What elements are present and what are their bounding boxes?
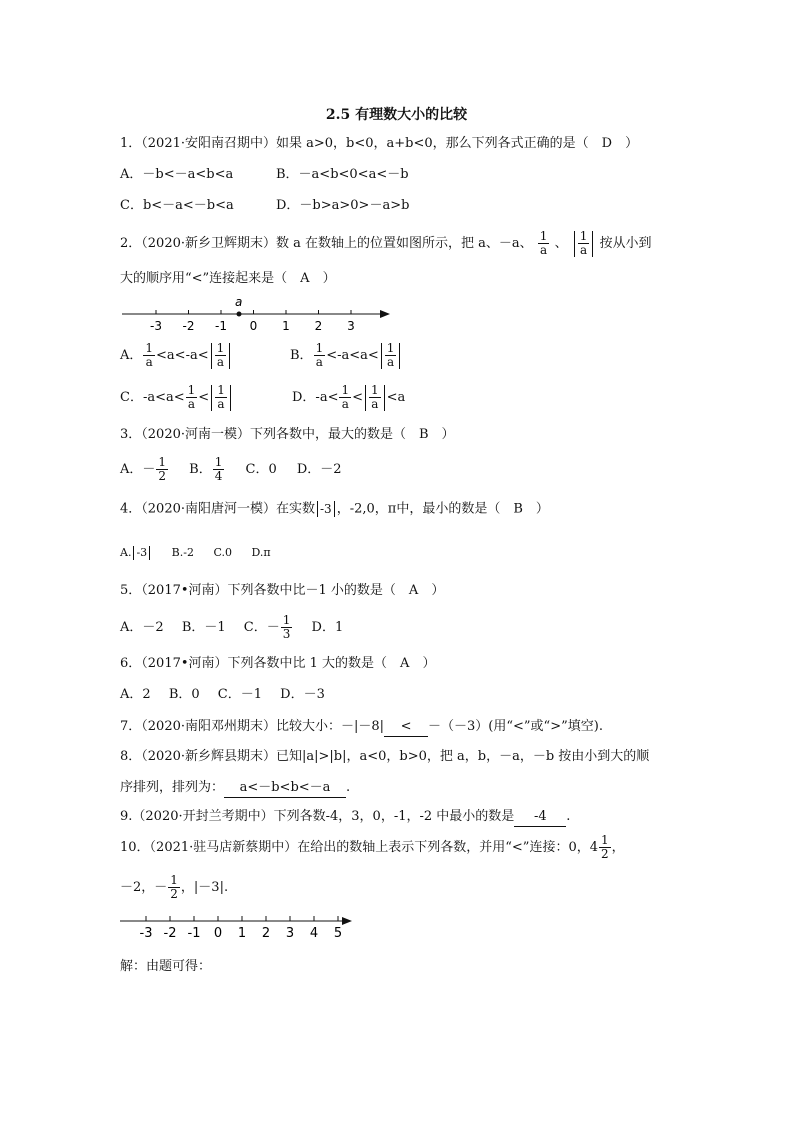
abs-one-over-a: [363, 384, 387, 411]
tick-label: 2: [314, 319, 323, 333]
fraction-numerator: 1: [315, 341, 324, 355]
option-a-label: A.: [120, 546, 132, 559]
option-a-label: A．－: [120, 462, 156, 477]
fraction-denominator: a: [315, 355, 323, 369]
arrow-icon: [380, 310, 390, 318]
option-text: D．-a<: [292, 390, 339, 405]
question-8-line1: 8．（2020·新乡辉县期末）已知|a|>|b|，a<0，b>0，把 a，b，－a，－b 按由小到大的顺: [120, 749, 650, 764]
option-text: <: [352, 390, 364, 405]
question-1-option-b: B．－a<b<0<a<－b: [276, 167, 409, 182]
option-b-label: B．: [189, 462, 212, 477]
option-d: D．1: [311, 620, 344, 635]
question-7: [120, 718, 603, 737]
one-over-a-fraction: [143, 342, 155, 369]
point-a-label: a: [235, 295, 243, 309]
one-over-a-fraction: [314, 342, 326, 369]
abs-one-over-a: [209, 342, 233, 369]
option-c: C.0: [213, 546, 232, 559]
question-9: [120, 808, 570, 827]
fraction-numerator: 1: [187, 383, 196, 397]
question-9-answer: -4: [514, 808, 566, 827]
question-2-option-a: [120, 342, 232, 370]
fraction-numerator: 1: [371, 383, 379, 397]
option-label: B．: [290, 348, 313, 363]
question-2-option-c: [120, 384, 233, 412]
abs-one-over-a: [572, 230, 596, 257]
question-1-option-a: A．－b<－a<b<a: [120, 167, 234, 182]
tick-label: 0: [249, 319, 258, 333]
tick-label: 2: [261, 926, 271, 941]
fraction-numerator: 1: [282, 613, 291, 627]
question-8-line2-post: .: [346, 780, 351, 795]
fraction-numerator: 1: [170, 873, 178, 887]
tick-label: -2: [163, 926, 177, 941]
option-a-fraction: [156, 456, 168, 483]
tick-label: -3: [139, 926, 153, 941]
question-10-line2-post: ，|－3|.: [180, 880, 229, 895]
fraction-denominator: a: [187, 397, 196, 411]
tick-label: 3: [347, 319, 355, 333]
option-text: <-a<a<: [326, 348, 379, 363]
fraction-numerator: 1: [217, 383, 225, 397]
fraction-denominator: 2: [170, 887, 178, 901]
option-d: D．－2: [296, 462, 342, 477]
option-c-label: C．－: [243, 620, 280, 635]
tick-label: 0: [213, 926, 223, 941]
tick-label: 4: [309, 926, 319, 941]
fraction-denominator: a: [540, 243, 548, 257]
question-3-stem: 3．（2020·河南一模）下列各数中，最大的数是（ B ）: [120, 427, 455, 442]
question-8-line2-pre: 序排列，排列为：: [120, 780, 225, 795]
question-9-stem-pre: 9.（2020·开封兰考期中）下列各数-4，3，0，-1，-2 中最小的数是: [120, 809, 515, 824]
question-10-stem-pre: 10．（2021·驻马店新蔡期中）在给出的数轴上表示下列各数，并用“<”连接：0，: [120, 840, 590, 855]
question-4-stem-post: ，-2,0，π中，最小的数是（ B ）: [336, 501, 549, 517]
question-10-line1: [120, 834, 625, 864]
option-d: D．－3: [280, 687, 325, 702]
fraction-numerator: 1: [158, 455, 167, 469]
question-8-line2: [120, 779, 350, 798]
question-7-answer: <: [384, 718, 428, 737]
abs-value: -3: [136, 546, 148, 559]
fraction-denominator: a: [216, 355, 224, 369]
option-c: C．0: [245, 462, 277, 477]
fraction-denominator: a: [579, 243, 588, 257]
option-label: A．: [120, 348, 143, 363]
question-2-number-line: [118, 292, 398, 338]
question-9-stem-post: .: [566, 809, 571, 824]
option-b: B．0: [168, 687, 200, 702]
question-10-stem-post: ，: [611, 840, 625, 855]
question-6-stem: 6．（2017•河南）下列各数中比 1 大的数是（ A ）: [120, 656, 436, 671]
one-over-a-fraction: [339, 384, 351, 411]
question-1-stem: 1．（2021·安阳南召期中）如果 a>0，b<0，a+b<0，那么下列各式正确的是（ D ）: [120, 136, 639, 151]
question-3-options: [120, 456, 342, 486]
option-b: B.-2: [171, 546, 194, 559]
fraction-denominator: a: [145, 355, 153, 369]
mixed-number-whole: 4: [589, 840, 598, 855]
question-5-options: [120, 614, 343, 644]
fraction-numerator: 1: [601, 833, 609, 847]
question-4-stem: [120, 500, 549, 522]
question-2-option-b: [290, 342, 402, 370]
page-title: 2.5 有理数大小的比较: [325, 107, 468, 123]
question-5-stem: 5．（2017•河南）下列各数中比－1 小的数是（ A ）: [120, 583, 445, 598]
question-2-stem-post: 按从小到: [599, 236, 652, 251]
abs-value: -3: [320, 502, 332, 516]
question-4-stem-pre: 4．（2020·南阳唐河一模）在实数: [120, 501, 315, 517]
fraction-numerator: 1: [386, 341, 395, 355]
fraction-numerator: 1: [539, 229, 548, 243]
tick-label: 1: [282, 319, 290, 333]
fraction-denominator: 2: [601, 847, 609, 861]
question-10-number-line: [118, 912, 358, 942]
option-c-fraction: [281, 614, 293, 641]
question-2-stem-sep: 、: [554, 236, 568, 251]
fraction-denominator: 2: [158, 469, 167, 483]
one-over-a-fraction: [538, 230, 550, 257]
tick-label: -1: [187, 926, 201, 941]
fraction-numerator: 1: [145, 341, 154, 355]
question-6-options: [120, 686, 325, 704]
neg-half-fraction: [168, 874, 180, 901]
abs-neg-three: [315, 500, 337, 518]
tick-label: -3: [150, 319, 162, 333]
tick-label: -1: [215, 319, 227, 333]
one-over-a-fraction: [186, 384, 198, 411]
tick-label: 5: [333, 926, 343, 941]
question-4-options: [120, 544, 271, 562]
arrow-icon: [342, 917, 352, 925]
question-1-option-c: C．b<－a<－b<a: [120, 198, 234, 213]
question-1-option-d: D．－b>a>0>－a>b: [276, 198, 410, 213]
tick-label: -2: [182, 319, 195, 333]
fraction-numerator: 1: [214, 455, 223, 469]
option-d: D.π: [251, 546, 271, 559]
mixed-number-fraction: [599, 834, 611, 861]
question-2-option-d: [292, 384, 405, 412]
fraction-denominator: 3: [282, 627, 291, 641]
solution-label: 解：由题可得：: [120, 959, 212, 974]
question-7-stem-post: －（－3）(用“<”或“>”填空).: [428, 719, 603, 734]
tick-label: 3: [285, 926, 295, 941]
option-a: A．2: [120, 687, 151, 702]
fraction-numerator: 1: [216, 341, 225, 355]
fraction-denominator: a: [371, 397, 379, 411]
abs-neg-three: [131, 544, 152, 562]
point-a: [237, 312, 242, 317]
question-7-stem-pre: 7．（2020·南阳邓州期末）比较大小：－|－8|: [120, 719, 385, 734]
option-a: A．－2: [120, 620, 164, 635]
fraction-numerator: 1: [341, 383, 350, 397]
option-text: <: [198, 390, 210, 405]
option-text: <a<-a<: [156, 348, 209, 363]
question-2-stem: [120, 230, 652, 257]
abs-one-over-a: [209, 384, 233, 411]
abs-one-over-a: [379, 342, 403, 369]
question-2-stem-line2: 大的顺序用“<”连接起来是（ A ）: [120, 271, 336, 286]
option-b: B．－1: [181, 620, 226, 635]
fraction-denominator: 4: [214, 469, 223, 483]
fraction-numerator: 1: [579, 229, 588, 243]
question-10-line2-pre: －2，－: [120, 880, 168, 895]
option-text: C．-a<a<: [120, 390, 185, 405]
question-2-stem-pre: 2．（2020·新乡卫辉期末）数 a 在数轴上的位置如图所示，把 a、－a、: [120, 236, 533, 251]
option-b-fraction: [213, 456, 225, 483]
question-8-answer: a<－b<b<－a: [224, 779, 346, 798]
question-10-line2: [120, 874, 228, 904]
fraction-denominator: a: [387, 355, 395, 369]
option-text: <a: [386, 390, 406, 405]
fraction-denominator: a: [217, 397, 225, 411]
fraction-denominator: a: [341, 397, 349, 411]
option-c: C．－1: [217, 687, 262, 702]
tick-label: 1: [237, 926, 247, 941]
